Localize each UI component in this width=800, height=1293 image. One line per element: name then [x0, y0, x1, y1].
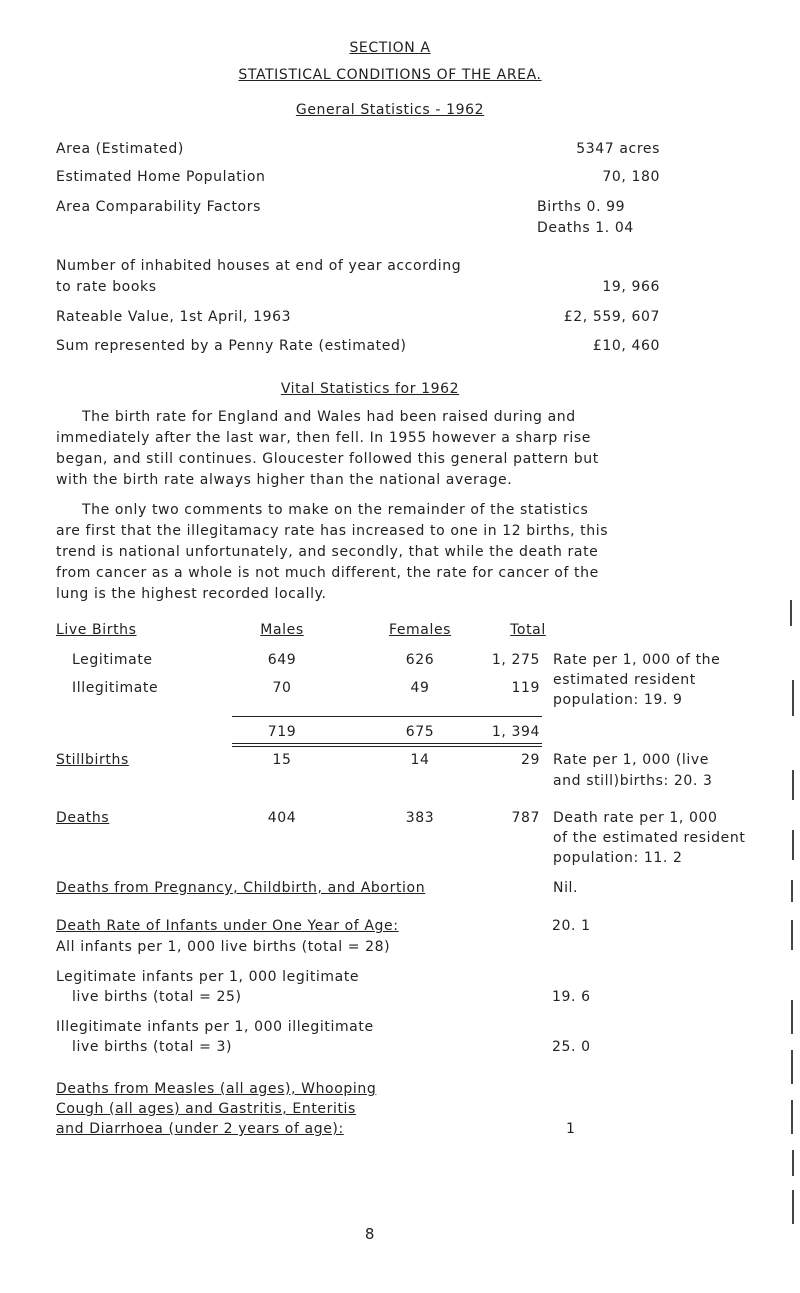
page-number: 8: [364, 1225, 376, 1243]
stillbirths-label: Stillbirths: [56, 752, 129, 768]
sum-total: 1, 394: [491, 724, 540, 740]
legitimate-infants-label-line2: live births (total = 25): [72, 989, 242, 1005]
stillbirths-males: 15: [272, 752, 292, 768]
legitimate-males: 649: [267, 652, 297, 668]
legitimate-infants-value: 19. 6: [552, 989, 591, 1005]
paragraph1-line2: immediately after the last war, then fell. In 1955 however a sharp rise: [56, 430, 591, 446]
sum-rule-top: [232, 716, 542, 717]
births-rate-note-line1: Rate per 1, 000 of the: [553, 652, 721, 668]
sum-rule-bottom-1: [232, 743, 542, 744]
document-title: STATISTICAL CONDITIONS OF THE AREA.: [238, 67, 542, 83]
paragraph2-line4: from cancer as a whole is not much different, the rate for cancer of the: [56, 565, 599, 581]
vital-statistics-heading: Vital Statistics for 1962: [280, 381, 460, 397]
legitimate-females: 626: [405, 652, 435, 668]
area-label: Area (Estimated): [56, 141, 184, 157]
section-heading: SECTION A: [349, 40, 431, 56]
stillbirths-total: 29: [520, 752, 540, 768]
measles-label-line1: Deaths from Measles (all ages), Whooping: [56, 1081, 377, 1097]
paragraph2-line3: trend is national unfortunately, and secondly, that while the death rate: [56, 544, 599, 560]
general-statistics-heading: General Statistics - 1962: [295, 102, 485, 118]
females-header: Females: [388, 622, 452, 638]
population-label: Estimated Home Population: [56, 169, 266, 185]
scan-edge-mark: [791, 1000, 793, 1034]
illegitimate-males: 70: [272, 680, 292, 696]
births-rate-note-line3: population: 19. 9: [553, 692, 683, 708]
deaths-females: 383: [405, 810, 435, 826]
population-value: 70, 180: [602, 169, 660, 185]
measles-value: 1: [566, 1121, 576, 1137]
deaths-note-line1: Death rate per 1, 000: [553, 810, 718, 826]
paragraph1-line1: The birth rate for England and Wales had been raised during and: [82, 409, 576, 425]
deaths-note-line2: of the estimated resident: [553, 830, 746, 846]
maternal-deaths-label: Deaths from Pregnancy, Childbirth, and Abortion: [56, 880, 426, 896]
sum-males: 719: [267, 724, 297, 740]
stillbirths-note-line2: and still)births: 20. 3: [553, 773, 713, 789]
penny-rate-label: Sum represented by a Penny Rate (estimated): [56, 338, 407, 354]
legitimate-total: 1, 275: [491, 652, 540, 668]
scan-edge-mark: [792, 1150, 794, 1176]
scan-edge-mark: [792, 830, 794, 860]
births-rate-note-line2: estimated resident: [553, 672, 696, 688]
scan-edge-mark: [792, 770, 794, 800]
area-value: 5347 acres: [576, 141, 660, 157]
acf-label: Area Comparability Factors: [56, 199, 261, 215]
measles-label-line3: and Diarrhoea (under 2 years of age):: [56, 1121, 344, 1137]
scan-edge-mark: [792, 680, 794, 716]
males-header: Males: [260, 622, 304, 638]
rateable-value-label: Rateable Value, 1st April, 1963: [56, 309, 292, 325]
maternal-deaths-value: Nil.: [553, 880, 579, 896]
acf-births: Births 0. 99: [537, 199, 626, 215]
illegitimate-label: Illegitimate: [72, 680, 159, 696]
legitimate-infants-label-line1: Legitimate infants per 1, 000 legitimate: [56, 969, 360, 985]
rateable-value: £2, 559, 607: [563, 309, 660, 325]
penny-rate-value: £10, 460: [592, 338, 660, 354]
paragraph2-line2: are first that the illegitamacy rate has increased to one in 12 births, this: [56, 523, 609, 539]
scan-edge-mark: [791, 1050, 793, 1084]
all-infants-label: All infants per 1, 000 live births (total = 28): [56, 939, 391, 955]
legitimate-label: Legitimate: [72, 652, 153, 668]
all-infants-value: 20. 1: [552, 918, 591, 934]
stillbirths-note-line1: Rate per 1, 000 (live: [553, 752, 709, 768]
deaths-label: Deaths: [56, 810, 110, 826]
sum-rule-bottom-2: [232, 746, 542, 747]
paragraph2-line5: lung is the highest recorded locally.: [56, 586, 327, 602]
houses-label-line1: Number of inhabited houses at end of year according: [56, 258, 462, 274]
sum-females: 675: [405, 724, 435, 740]
scan-edge-mark: [792, 1190, 794, 1224]
infant-death-rate-heading: Death Rate of Infants under One Year of Age:: [56, 918, 399, 934]
illegitimate-infants-label-line1: Illegitimate infants per 1, 000 illegitimate: [56, 1019, 374, 1035]
acf-deaths: Deaths 1. 04: [537, 220, 634, 236]
total-header: Total: [510, 622, 546, 638]
scan-edge-mark: [791, 920, 793, 950]
illegitimate-infants-value: 25. 0: [552, 1039, 591, 1055]
scan-edge-mark: [791, 880, 793, 902]
illegitimate-females: 49: [410, 680, 430, 696]
live-births-header: Live Births: [56, 622, 137, 638]
scan-edge-mark: [790, 600, 792, 626]
scan-edge-mark: [791, 1100, 793, 1134]
deaths-males: 404: [267, 810, 297, 826]
illegitimate-infants-label-line2: live births (total = 3): [72, 1039, 233, 1055]
paragraph2-line1: The only two comments to make on the remainder of the statistics: [82, 502, 589, 518]
illegitimate-total: 119: [511, 680, 540, 696]
deaths-total: 787: [511, 810, 540, 826]
houses-value: 19, 966: [602, 279, 660, 295]
deaths-note-line3: population: 11. 2: [553, 850, 683, 866]
stillbirths-females: 14: [410, 752, 430, 768]
paragraph1-line4: with the birth rate always higher than the national average.: [56, 472, 513, 488]
houses-label-line2: to rate books: [56, 279, 157, 295]
paragraph1-line3: began, and still continues. Gloucester followed this general pattern but: [56, 451, 599, 467]
measles-label-line2: Cough (all ages) and Gastritis, Enteritis: [56, 1101, 356, 1117]
